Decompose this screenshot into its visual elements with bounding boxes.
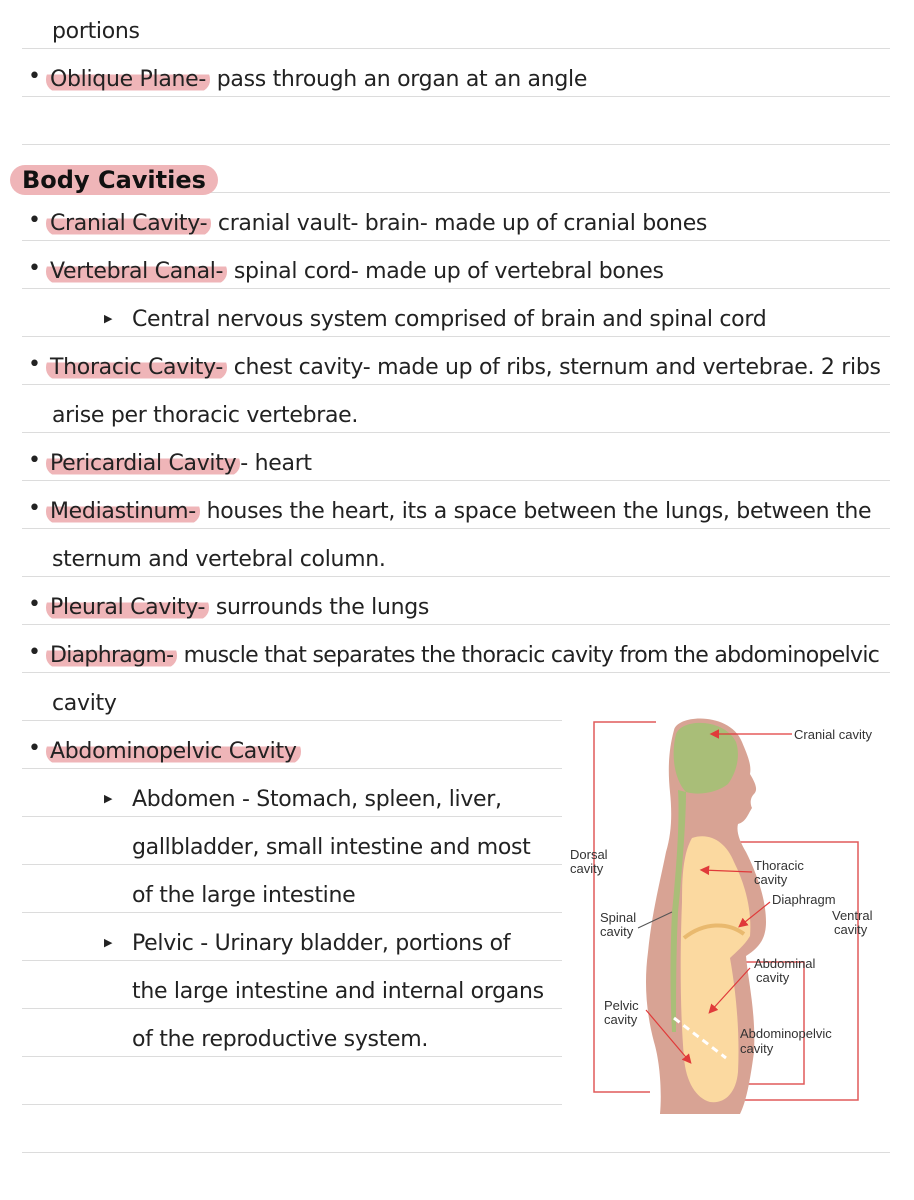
notebook-rule [22,384,890,385]
term-pleural-cavity: Pleural Cavity- [46,595,209,620]
definition-text: houses the heart, its a space between the lungs, between the [199,499,872,524]
notebook-rule [22,720,562,721]
notebook-rule [22,528,890,529]
term-cranial-cavity: Cranial Cavity- [46,211,211,236]
label-abdominopelvic-cavity: Abdominopelvic [740,1026,832,1041]
label-pelvic-cavity: cavity [604,1012,638,1027]
note-line [0,8,890,48]
label-ventral-cavity: Ventral [832,908,873,923]
note-line [0,200,890,240]
label-thoracic-cavity: Thoracic [754,858,804,873]
notebook-rule [22,336,890,337]
section-heading: Body Cavities [10,165,218,195]
notebook-rule [22,240,890,241]
notebook-rule [22,1056,562,1057]
sub-bullet-triangle: ▶ [104,792,113,805]
label-diaphragm: Diaphragm [772,892,836,907]
notebook-rule [22,288,890,289]
label-cranial-cavity: Cranial cavity [794,727,873,742]
note-line [0,488,890,528]
notebook-rule [22,432,890,433]
sub-note-text: Central nervous system comprised of brain and spinal cord [132,307,767,332]
sub-note-text: Abdomen - Stomach, spleen, liver, [132,787,502,812]
note-text: sternum and vertebral column. [52,547,386,572]
label-dorsal-cavity: Dorsal [570,847,608,862]
term-mediastinum: Mediastinum- [46,499,200,524]
label-spinal-cavity: cavity [600,924,634,939]
term-thoracic-cavity: Thoracic Cavity- [46,355,227,380]
notebook-rule [22,864,562,865]
definition-text: chest cavity- made up of ribs, sternum and vertebrae. 2 ribs [227,355,881,380]
notebook-rule [22,576,890,577]
sub-bullet-triangle: ▶ [104,312,113,325]
note-line [0,392,890,432]
term-vertebral-canal: Vertebral Canal- [46,259,227,284]
term-oblique-plane: Oblique Plane- [46,67,210,92]
label-dorsal-cavity: cavity [570,861,604,876]
notebook-rule [22,816,562,817]
bullet-dot: • [28,592,41,617]
note-line [0,344,890,384]
notebook-rule [22,144,890,145]
sub-note-text: of the large intestine [132,883,356,908]
sub-note-text: Pelvic - Urinary bladder, portions of [132,931,511,956]
notebook-rule [22,1008,562,1009]
definition-text: muscle that separates the thoracic cavity from the abdominopelvic [177,643,880,668]
definition-text: surrounds the lungs [209,595,430,620]
sub-note-text: gallbladder, small intestine and most [132,835,531,860]
bullet-dot: • [28,448,41,473]
label-ventral-cavity: cavity [834,922,868,937]
notebook-rule [22,768,562,769]
notebook-rule [22,960,562,961]
sub-note-text: the large intestine and internal organs [132,979,544,1004]
notebook-rule [22,912,562,913]
dorsal-bracket [594,722,656,1092]
bullet-dot: • [28,736,41,761]
notebook-rule [22,1104,562,1105]
notebook-rule [22,672,890,673]
note-text: cavity [52,691,117,716]
note-line [0,584,890,624]
note-line [0,632,890,672]
body-cavities-diagram [560,712,890,1114]
definition-text: spinal cord- made up of vertebral bones [227,259,664,284]
bullet-dot: • [28,64,41,89]
note-line [0,536,890,576]
definition-text: pass through an organ at an angle [210,67,588,92]
note-line [0,296,890,336]
notebook-rule [22,48,890,49]
note-text: portions [52,19,140,44]
label-abdominal-cavity: cavity [756,970,790,985]
label-abdominopelvic-cavity: cavity [740,1041,774,1056]
note-line [0,248,890,288]
definition-text: cranial vault- brain- made up of cranial bones [211,211,708,236]
sub-bullet-triangle: ▶ [104,936,113,949]
bullet-dot: • [28,352,41,377]
label-thoracic-cavity: cavity [754,872,788,887]
term-diaphragm: Diaphragm- [46,643,177,668]
term-abdominopelvic-cavity: Abdominopelvic Cavity [46,739,301,764]
label-pelvic-cavity: Pelvic [604,998,639,1013]
label-abdominal-cavity: Abdominal [754,956,816,971]
bullet-dot: • [28,208,41,233]
bullet-dot: • [28,256,41,281]
sub-note-text: of the reproductive system. [132,1027,429,1052]
note-text: arise per thoracic vertebrae. [52,403,359,428]
definition-text: - heart [240,451,312,476]
notebook-rule [22,96,890,97]
term-pericardial-cavity: Pericardial Cavity [46,451,240,476]
notebook-rule [22,480,890,481]
note-line [0,56,890,96]
note-line [0,440,890,480]
notebook-rule [22,1152,890,1153]
label-spinal-cavity: Spinal [600,910,637,925]
notebook-rule [22,624,890,625]
bullet-dot: • [28,496,41,521]
bullet-dot: • [28,640,41,665]
